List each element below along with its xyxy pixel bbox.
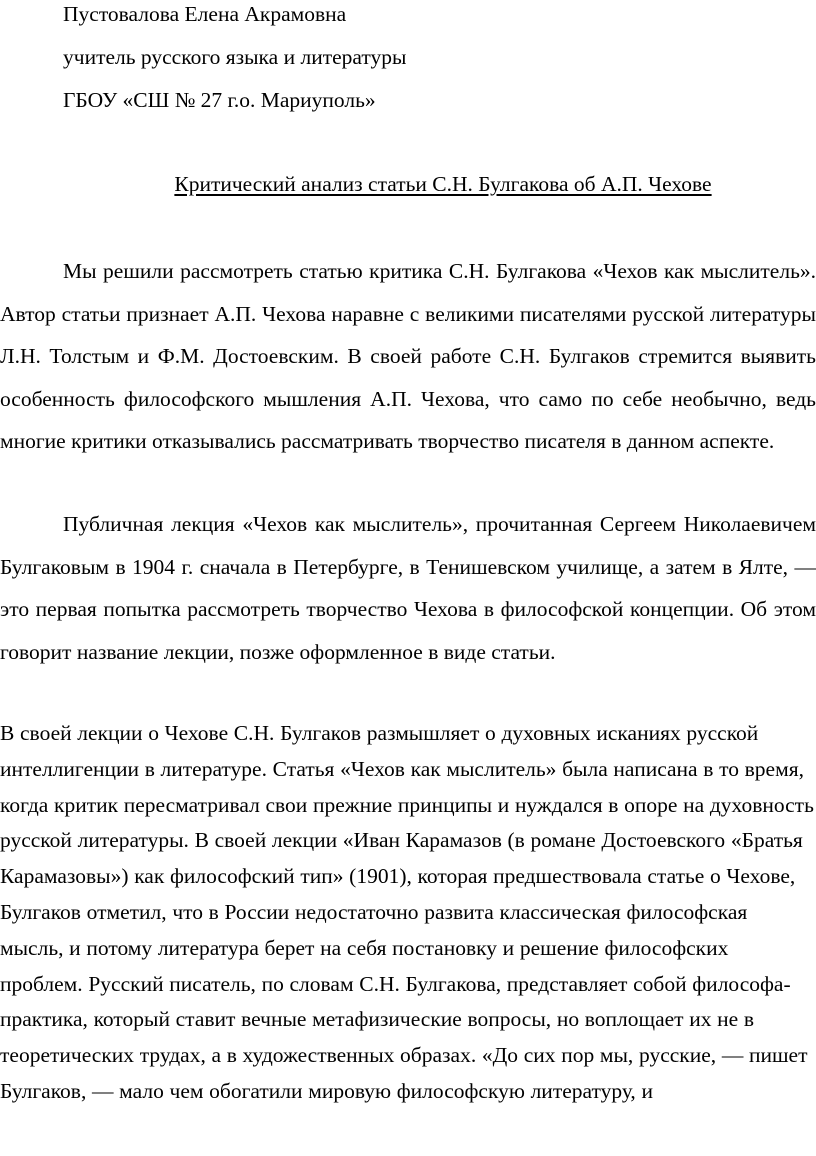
document-title: Критический анализ статьи С.Н. Булгакова об А.П. Чехове <box>174 172 712 196</box>
author-name: Пустовалова Елена Акрамовна <box>63 2 347 26</box>
paragraph: Публичная лекция «Чехов как мыслитель», прочитанная Сергеем Николаевичем Булгаковым в 1904 г. сначала в Петербурге, в Тенишевском училище, а затем в Ялте, — это первая попытка рассмотреть творчество Чехова в философской концепции. Об этом говорит название лекции, позже оформленное в виде статьи. <box>0 512 816 664</box>
document-title-container <box>0 174 816 196</box>
paragraph: В своей лекции о Чехове С.Н. Булгаков размышляет о духовных исканиях русской интеллигенции в литературе. Статья «Чехов как мыслитель» была написана в то время, когда критик пересматривал свои прежние принципы и нуждался в опоре на духовность русской литературы. В своей лекции «Иван Карамазов (в романе Достоевского «Братья Карамазовы») как философский тип» (1901), которая предшествовала статье о Чехове, Булгаков отметил, что в России недостаточно развита классическая философская мысль, и потому литература берет на себя постановку и решение философских проблем. Русский писатель, по словам С.Н. Булгакова, представляет собой философа-практика, который ставит вечные метафизические вопросы, но воплощает их не в теоретических трудах, а в художественных образах. «До сих пор мы, русские, — пишет Булгаков, — мало чем обогатили мировую философскую литературу, и <box>0 721 814 1103</box>
paragraph: Мы решили рассмотреть статью критика С.Н. Булгакова «Чехов как мыслитель». Автор статьи признает А.П. Чехова наравне с великими писателями русской литературы Л.Н. Толстым и Ф.М. Достоевским. В своей работе С.Н. Булгаков стремится выявить особенность философского мышления А.П. Чехова, что само по себе необычно, ведь многие критики отказывались рассматривать творчество писателя в данном аспекте. <box>0 259 816 453</box>
author-position: учитель русского языка и литературы <box>63 45 407 69</box>
author-school: ГБОУ «СШ № 27 г.о. Мариуполь» <box>63 88 376 112</box>
